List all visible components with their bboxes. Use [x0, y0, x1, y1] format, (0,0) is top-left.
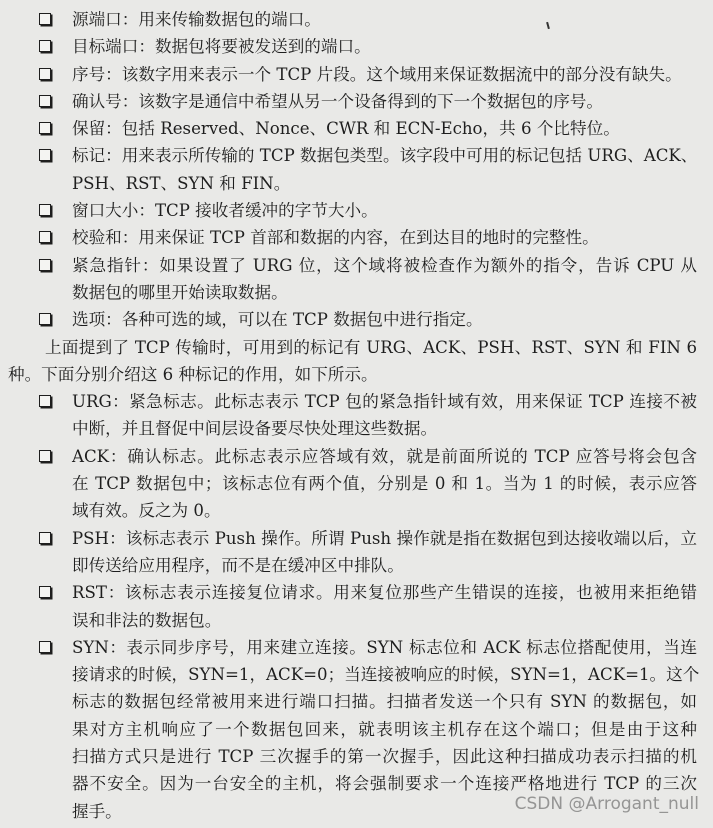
field-list-item: [0, 306, 697, 333]
checkbox-bullet-icon: [39, 313, 51, 325]
text-line: 序号：该数字用来表示一个 TCP 片段。这个域用来保证数据流中的部分没有缺失。: [72, 64, 682, 84]
checkbox-bullet-icon: [39, 259, 51, 271]
tcp-header-field-list: [0, 6, 713, 334]
checkbox-bullet-icon: [39, 395, 51, 407]
text-line: PSH、RST、SYN 和 FIN。: [72, 173, 291, 193]
text-line: 中断，并且督促中间层设备要尽快处理这些数据。: [72, 419, 438, 439]
text-line: 标志的数据包经常被用来进行端口扫描。扫描者发送一个只有 SYN 的数据包，如: [72, 692, 697, 712]
field-list-item: [0, 88, 697, 115]
checkbox-bullet-icon: [39, 641, 51, 653]
text-line: 果对方主机响应了一个数据包回来，就表明该主机存在这个端口；但是由于这种: [72, 719, 697, 739]
flag-list-item: [0, 579, 697, 634]
checkbox-bullet-icon: [39, 68, 51, 80]
flag-list-item: [0, 443, 697, 525]
checkbox-bullet-icon: [39, 586, 51, 598]
field-list-item: [0, 61, 697, 88]
text-line: 上面提到了 TCP 传输时，可用到的标记有 URG、ACK、PSH、RST、SYN 和 FIN 6: [45, 337, 697, 357]
flag-list-item: [0, 388, 697, 443]
text-line: 即传送给应用程序，而不是在缓冲区中排队。: [72, 555, 404, 575]
checkbox-bullet-icon: [39, 450, 51, 462]
checkbox-bullet-icon: [39, 149, 51, 161]
text-line: RST：该标志表示连接复位请求。用来复位那些产生错误的连接，也被用来拒绝错: [72, 583, 697, 603]
checkbox-bullet-icon: [39, 40, 51, 52]
text-line: 标记：用来表示所传输的 TCP 数据包类型。该字段中可用的标记包括 URG、ACK、: [72, 146, 698, 166]
tcp-flag-list: [0, 388, 713, 825]
checkbox-bullet-icon: [39, 231, 51, 243]
text-line: 扫描方式只是进行 TCP 三次握手的第一次握手，因此这种扫描成功表示扫描的机: [72, 747, 697, 767]
text-line: URG：紧急标志。此标志表示 TCP 包的紧急指针域有效，用来保证 TCP 连接不被: [72, 392, 697, 412]
text-line: 目标端口：数据包将要被发送到的端口。: [72, 37, 371, 57]
document-page: [0, 6, 713, 825]
text-line: 紧急指针：如果设置了 URG 位，这个域将被检查作为额外的指令，告诉 CPU 从: [72, 255, 697, 275]
text-line: 源端口：用来传输数据包的端口。: [72, 10, 321, 29]
field-list-item: [0, 197, 697, 224]
checkbox-bullet-icon: [39, 13, 51, 25]
field-list-item: [0, 115, 697, 142]
text-line: ACK：确认标志。此标志表示应答域有效，就是前面所说的 TCP 应答号将会包含: [72, 446, 697, 466]
text-line: 窗口大小：TCP 接收者缓冲的字节大小。: [72, 201, 378, 221]
text-line: 器不安全。因为一台安全的主机，将会强制要求一个连接严格地进行 TCP 的三次: [72, 774, 697, 794]
intro-paragraph: [0, 334, 713, 389]
watermark: CSDN @Arrogant_null: [514, 794, 699, 814]
text-line: SYN：表示同步序号，用来建立连接。SYN 标志位和 ACK 标志位搭配使用，当连: [72, 637, 697, 657]
text-line: PSH：该标志表示 Push 操作。所谓 Push 操作就是指在数据包到达接收端以后，立: [72, 528, 697, 548]
text-line: 域有效。反之为 0。: [72, 501, 221, 521]
field-list-item: [0, 224, 697, 251]
field-list-item: [0, 33, 697, 60]
checkbox-bullet-icon: [39, 204, 51, 216]
field-list-item: [0, 6, 697, 33]
field-list-item: [0, 142, 697, 197]
text-line: 在 TCP 数据包中；该标志位有两个值，分别是 0 和 1。当为 1 的时候，表示应答: [72, 474, 697, 494]
text-line: 选项：各种可选的域，可以在 TCP 数据包中进行指定。: [72, 310, 483, 330]
text-line: 误和非法的数据包。: [72, 610, 222, 630]
text-line: 校验和：用来保证 TCP 首部和数据的内容，在到达目的地时的完整性。: [72, 228, 599, 248]
text-line: 握手。: [72, 801, 122, 821]
checkbox-bullet-icon: [39, 122, 51, 134]
text-line: 种。下面分别介绍这 6 种标记的作用，如下所示。: [8, 364, 378, 384]
text-line: 保留：包括 Reserved、Nonce、CWR 和 ECN-Echo，共 6 个比特位。: [72, 119, 620, 139]
checkbox-bullet-icon: [39, 532, 51, 544]
text-line: 确认号：该数字是通信中希望从另一个设备得到的下一个数据包的序号。: [72, 91, 603, 111]
checkbox-bullet-icon: [39, 95, 51, 107]
field-list-item: [0, 252, 697, 307]
flag-list-item: [0, 525, 697, 580]
text-line: 接请求的时候，SYN=1，ACK=0；当连接被响应的时候，SYN=1，ACK=1。这个: [72, 665, 700, 685]
text-line: 数据包的哪里开始读取数据。: [72, 282, 288, 302]
